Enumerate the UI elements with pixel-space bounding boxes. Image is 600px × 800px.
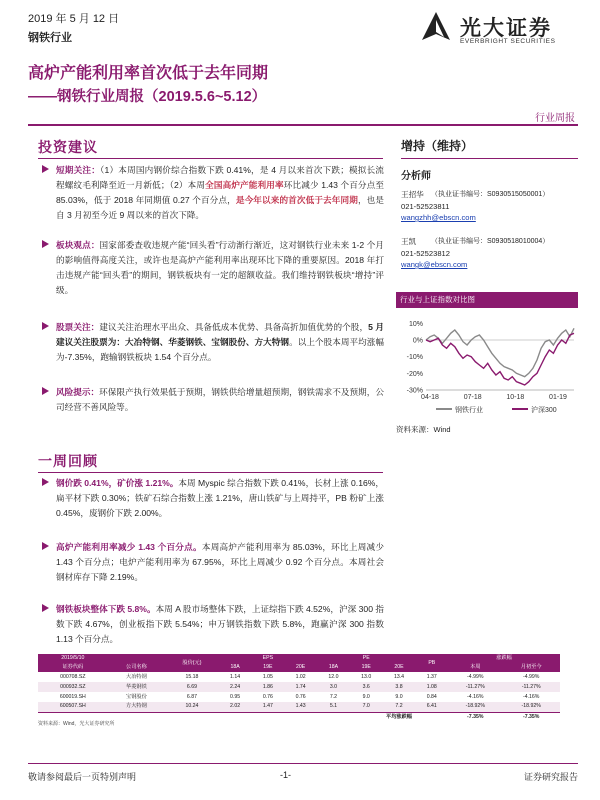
- table-row: [38, 702, 560, 712]
- rating-label: 增持（维持）: [401, 139, 474, 153]
- table-group-header: EPS: [219, 654, 317, 663]
- footer-divider: [28, 763, 578, 764]
- bullet-triangle-icon: [42, 604, 49, 612]
- table-header: 公司名称: [108, 663, 166, 672]
- table-cell: 大冶特钢: [108, 672, 166, 682]
- table-cell: 1.86: [251, 682, 284, 692]
- table-cell: 0.84: [415, 692, 448, 702]
- table-header-row: [38, 663, 560, 672]
- invest-bullet-short-term: 短期关注：（1）本周国内钢价综合指数下跌 0.41%，是 4 月以来首次下跌；模拟长流程螺纹毛利降至近一月新低；（2）本周全国高炉产能利用率环比减少 1.43 个百分点至 85.03%，低于 2018 年同期值 0.27 个百分点，是今年以来的首次低于去年同期，也是自 3 月初至今近 9 周以来的首次下降。: [42, 163, 384, 223]
- table-cell: 9.0: [383, 692, 416, 702]
- table-cell: 6.41: [415, 702, 448, 712]
- report-date: 2019 年 5 月 12 日: [28, 13, 120, 25]
- table-header: 20E: [284, 663, 317, 672]
- table-cell: 3.6: [350, 682, 383, 692]
- report-title: 高炉产能利用率首次低于去年同期: [28, 65, 269, 82]
- table-header: 18A: [317, 663, 350, 672]
- analyst-2-phone: 021-52523812: [401, 248, 450, 258]
- table-cell: [284, 712, 317, 722]
- table-average-value: -7.35%: [448, 712, 502, 722]
- table-cell: -11.27%: [448, 682, 502, 692]
- table-cell: 1.08: [415, 682, 448, 692]
- table-cell: 6.87: [165, 692, 219, 702]
- legend-label: 钢铁行业: [455, 407, 483, 414]
- table-cell: 13.0: [350, 672, 383, 682]
- report-type-label: 行业周报: [535, 113, 575, 124]
- table-cell: 12.0: [317, 672, 350, 682]
- review-heading: 一周回顾: [38, 454, 98, 470]
- table-cell: 7.0: [350, 702, 383, 712]
- table-cell: 1.02: [284, 672, 317, 682]
- industry-label: 钢铁行业: [28, 32, 72, 44]
- x-tick-label: 10-18: [506, 394, 525, 401]
- report-subtitle: ——钢铁行业周报（2019.5.6~5.12）: [28, 89, 267, 105]
- table-cell: 1.43: [284, 702, 317, 712]
- series-line: [426, 333, 574, 385]
- table-cell: 方大特钢: [108, 702, 166, 712]
- bullet-triangle-icon: [42, 542, 49, 550]
- table-cell: 1.47: [251, 702, 284, 712]
- stock-table: [38, 654, 560, 722]
- bullet-triangle-icon: [42, 240, 49, 248]
- table-cell: 10.24: [165, 702, 219, 712]
- y-tick-label: -10%: [406, 354, 423, 362]
- table-cell: 1.74: [284, 682, 317, 692]
- table-cell: [108, 712, 166, 722]
- logo-mark-icon: [418, 10, 454, 46]
- chart-title: 行业与上证指数对比图: [396, 292, 578, 308]
- analyst-1-reg: （执业证书编号：S0930515050001）: [431, 191, 550, 198]
- table-cell: 0.76: [251, 692, 284, 702]
- table-cell: 1.37: [415, 672, 448, 682]
- x-tick-label: 07-18: [463, 394, 482, 401]
- table-cell: 3.8: [383, 682, 416, 692]
- analyst-2: [401, 236, 550, 271]
- review-bullet-prices: 钢价跌 0.41%，矿价涨 1.21%。本周 Myspic 综合指数下跌 0.41%，长材上涨 0.16%，扁平材下跌 0.30%；铁矿石综合指数上涨 1.21%，唐山铁矿与上周持平，PB 粉矿上涨 0.45%，废钢价下跌 2.00%。: [42, 476, 384, 521]
- table-cell: 1.14: [219, 672, 252, 682]
- y-tick-label: -20%: [406, 370, 423, 378]
- table-header: 月初至今: [502, 663, 560, 672]
- table-cell: 1.05: [251, 672, 284, 682]
- table-cell: 9.0: [350, 692, 383, 702]
- y-tick-label: 10%: [408, 320, 423, 328]
- table-cell: 3.0: [317, 682, 350, 692]
- table-cell: [219, 712, 252, 722]
- table-average-value: -7.35%: [502, 712, 560, 722]
- table-cell: 0.95: [219, 692, 252, 702]
- table-cell: -4.99%: [448, 672, 502, 682]
- table-header: 18A: [219, 663, 252, 672]
- analyst-2-email-link[interactable]: wangk@ebscn.com: [401, 260, 468, 269]
- x-tick-label: 04-18: [421, 394, 439, 401]
- table-cell: 7.2: [317, 692, 350, 702]
- table-cell: 600019.SH: [38, 692, 108, 702]
- bullet-triangle-icon: [42, 165, 49, 173]
- table-cell: 2.24: [219, 682, 252, 692]
- analyst-1-phone: 021-52523811: [401, 201, 450, 211]
- table-cell: -4.16%: [502, 692, 560, 702]
- table-row: [38, 692, 560, 702]
- table-group-header: PE: [317, 654, 415, 663]
- bullet-triangle-icon: [42, 322, 49, 330]
- table-cell: -4.99%: [502, 672, 560, 682]
- table-cell: [317, 712, 350, 722]
- bullet-triangle-icon: [42, 478, 49, 486]
- analyst-2-name: 王凯: [401, 237, 417, 246]
- logo-chinese-name: 光大证券: [460, 15, 552, 40]
- table-row: [38, 682, 560, 692]
- bullet-triangle-icon: [42, 387, 49, 395]
- legend-label: 沪深300: [531, 407, 557, 414]
- table-header: 本周: [448, 663, 502, 672]
- analyst-1-email-link[interactable]: wangzhh@ebscn.com: [401, 213, 476, 222]
- table-group-header: 2019/5/10: [38, 654, 108, 663]
- table-cell: 宝钢股份: [108, 692, 166, 702]
- table-cell: 7.2: [383, 702, 416, 712]
- table-group-header: 涨跌幅: [448, 654, 560, 663]
- table-header: 19E: [251, 663, 284, 672]
- review-heading-rule: [38, 472, 383, 473]
- invest-heading-rule: [38, 158, 383, 159]
- footer-disclaimer: 敬请参阅最后一页特别声明: [28, 772, 137, 782]
- analyst-1: [401, 189, 550, 224]
- footer-report-label: 证券研究报告: [523, 772, 578, 782]
- chart-source: 资料来源：Wind: [396, 425, 451, 434]
- table-group-header: 股价(元): [165, 654, 219, 672]
- industry-vs-index-chart: [396, 312, 578, 424]
- table-group-header: [108, 654, 166, 663]
- page-number: -1-: [280, 770, 291, 780]
- table-cell: 000932.SZ: [38, 682, 108, 692]
- table-average-row: [38, 712, 560, 722]
- review-bullet-sector: 钢铁板块整体下跌 5.8%。本周 A 股市场整体下跌，上证综指下跌 4.52%，沪深 300 指数下跌 4.67%，创业板指下跌 5.54%；申万钢铁指数下跌 5.8%，跑赢沪深 300 指数 1.13 个百分点。: [42, 602, 384, 647]
- invest-bullet-stocks: 股票关注：建议关注治理水平出众、具备低成本优势、具备高折加值优势的个股，5 月建议关注股票为：大冶特钢、华菱钢铁、宝钢股份、方大特钢。以上个股本周平均涨幅为-7.35%，跑输钢铁板块 1.54 个百分点。: [42, 320, 384, 365]
- table-cell: -4.16%: [448, 692, 502, 702]
- y-tick-label: 0%: [412, 337, 423, 345]
- table-header: 19E: [350, 663, 383, 672]
- table-cell: 13.4: [383, 672, 416, 682]
- table-header: 证券代码: [38, 663, 108, 672]
- rating-rule: [401, 158, 578, 159]
- table-cell: 2.02: [219, 702, 252, 712]
- table-header: 20E: [383, 663, 416, 672]
- table-cell: 6.69: [165, 682, 219, 692]
- table-cell: 5.1: [317, 702, 350, 712]
- table-group-header-row: [38, 654, 560, 663]
- table-row: [38, 672, 560, 682]
- table-cell: [165, 712, 219, 722]
- table-cell: -18.92%: [448, 702, 502, 712]
- table-average-label: 平均涨跌幅: [350, 712, 448, 722]
- logo-english-name: EVERBRIGHT SECURITIES: [460, 38, 556, 45]
- invest-heading: 投资建议: [38, 140, 98, 156]
- table-cell: 600507.SH: [38, 702, 108, 712]
- invest-bullet-sector-view: 板块观点：国家部委查收违规产能“回头看”行动渐行渐近，这对钢铁行业未来 1-2 个月的影响值得高度关注，或许也是高炉产能利用率出现环比下降的重要原因。2018 年打击违规产能“回头看”的期间，钢铁板块有一定的超额收益。我们维持钢铁板块“增持”评级。: [42, 238, 384, 298]
- table-cell: -11.27%: [502, 682, 560, 692]
- table-cell: [251, 712, 284, 722]
- table-group-header: PB: [415, 654, 448, 672]
- table-cell: 0.76: [284, 692, 317, 702]
- invest-bullet-risk: 风险提示：环保限产执行效果低于预期，钢铁供给增量超预期，钢铁需求不及预期，公司经营不善风险等。: [42, 385, 384, 415]
- review-bullet-capacity: 高炉产能利用率减少 1.43 个百分点。本周高炉产能利用率为 85.03%，环比上周减少 1.43 个百分点；电炉产能利用率为 67.95%，环比上周减少 0.92 个百分点。本周社会钢材库存下降 2.19%。: [42, 540, 384, 585]
- header-divider: [28, 124, 578, 126]
- table-cell: 华菱钢铁: [108, 682, 166, 692]
- analyst-heading: 分析师: [401, 171, 431, 182]
- analyst-1-name: 王招华: [401, 190, 424, 199]
- analyst-2-reg: （执业证书编号：S0930518010004）: [431, 238, 550, 245]
- company-logo: [418, 8, 578, 50]
- table-source: 资料来源：Wind，光大证券研究所: [38, 721, 115, 727]
- y-tick-label: -30%: [406, 387, 423, 395]
- table-cell: -18.92%: [502, 702, 560, 712]
- table-cell: 15.18: [165, 672, 219, 682]
- table-cell: 000708.SZ: [38, 672, 108, 682]
- x-tick-label: 01-19: [549, 394, 567, 401]
